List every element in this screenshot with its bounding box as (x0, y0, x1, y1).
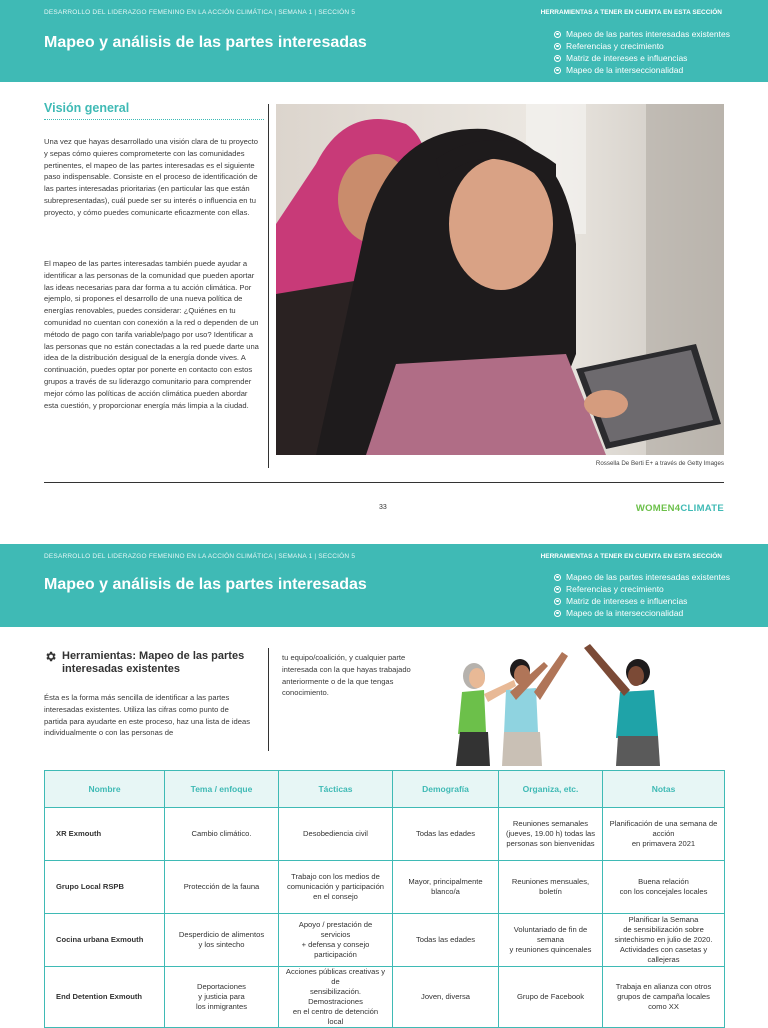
overview-paragraph-2: El mapeo de las partes interesadas también puede ayudar a identificar a las personas de la comunidad que pueden aportar las ideas necesarias para dar forma a tu acción climática. Por ejemplo, si propones el desarrollo de una nueva política de energías renovables, puedes considerar: ¿Quiénes en tu comunidad no cuentan con conexión a la red o dependen de un método de pago con tarifa variable/pago por uso? Identificar a las personas que no están conectadas a la red puede darte una idea de la distribución desigual de la energía donde vives. A continuación, puedes optar por ponerte en contacto con estos grupos a través de su liderazgo comunitario para comprender mejor cómo las políticas de acción climática pueden abordar esta cuestión, y proporcionar energía más limpia a la ciudad. (44, 259, 259, 410)
tools-list-item[interactable]: Mapeo de las partes interesadas existentes (554, 571, 730, 583)
table-row (45, 914, 725, 967)
bullet-circle-icon (554, 574, 561, 581)
heading-underline (44, 119, 264, 120)
column-divider (268, 648, 269, 751)
table-cell: Acciones públicas creativas y de sensibilización. Demostraciones en el centro de detención local (279, 967, 393, 1028)
bullet-circle-icon (554, 55, 561, 62)
table-cell: Cocina urbana Exmouth (45, 914, 165, 967)
tools-list-item[interactable]: Matriz de intereses e influencias (554, 595, 730, 607)
bullet-circle-icon (554, 586, 561, 593)
table-header-row (45, 771, 725, 808)
illustration-women-high-five (444, 640, 684, 766)
women4climate-logo: WOMEN4CLIMATE (635, 503, 724, 514)
table-cell: Grupo de Facebook (499, 967, 603, 1028)
tools-list-item[interactable]: Mapeo de la interseccionalidad (554, 64, 730, 76)
tools-list-item[interactable]: Referencias y crecimiento (554, 40, 730, 52)
tools-list-item[interactable]: Mapeo de las partes interesadas existentes (554, 28, 730, 40)
bullet-circle-icon (554, 67, 561, 74)
bullet-circle-icon (554, 43, 561, 50)
table-cell: Joven, diversa (393, 967, 499, 1028)
column-divider (268, 104, 269, 468)
page1-header-band (0, 0, 768, 82)
overview-heading: Visión general (44, 101, 130, 115)
table-cell: Mayor, principalmente blanco/a (393, 861, 499, 914)
table-cell: Reuniones semanales (jueves, 19.00 h) todas las personas son bienvenidas (499, 808, 603, 861)
photo-credit: Rossella De Berti E+ a través de Getty Images (595, 460, 724, 467)
tools-heading: HERRAMIENTAS A TENER EN CUENTA EN ESTA SECCIÓN (540, 553, 722, 560)
table-cell: Desperdicio de alimentos y los sintecho (165, 914, 279, 967)
table-cell: XR Exmouth (45, 808, 165, 861)
section-title: Mapeo y análisis de las partes interesadas (44, 34, 367, 51)
breadcrumb: DESARROLLO DEL LIDERAZGO FEMENINO EN LA ACCIÓN CLIMÁTICA | SEMANA 1 | SECCIÓN 5 (44, 553, 356, 560)
tools-list (554, 571, 730, 619)
column-header: Nombre (45, 771, 165, 808)
column-header: Notas (603, 771, 725, 808)
table-cell: Planificar la Semana de sensibilización sobre sintechismo en julio de 2020. Actividades con casetas y callejeras (603, 914, 725, 967)
tools-paragraph-1: Ésta es la forma más sencilla de identificar a las partes interesadas existentes. Utiliza las cifras como punto de partida para ayudarte en este proceso, haz una lista de ideas individualmente o con las personas de (44, 693, 251, 738)
bullet-circle-icon (554, 610, 561, 617)
table-cell: Buena relación con los concejales locales (603, 861, 725, 914)
page2-header-band (0, 544, 768, 627)
page-number: 33 (379, 504, 387, 511)
table-row (45, 861, 725, 914)
table-cell: Cambio climático. (165, 808, 279, 861)
gear-icon (44, 650, 57, 663)
table-cell: Apoyo / prestación de servicios + defensa y consejo participación (279, 914, 393, 967)
column-header: Tema / enfoque (165, 771, 279, 808)
column-header: Demografía (393, 771, 499, 808)
table-cell: Planificación de una semana de acción en primavera 2021 (603, 808, 725, 861)
column-header: Organiza, etc. (499, 771, 603, 808)
table-cell: Todas las edades (393, 808, 499, 861)
tools-paragraph-2: tu equipo/coalición, y cualquier parte interesada con la que hayas trabajado anteriormente o de la que tengas conocimiento. (282, 653, 411, 698)
table-row (45, 808, 725, 861)
table-cell: Deportaciones y justicia para los inmigrantes (165, 967, 279, 1028)
overview-paragraph-1: Una vez que hayas desarrollado una visión clara de tu proyecto y sepas cómo quieres comprometerte con las comunidades pertinentes, el mapeo de las partes interesadas es el siguiente paso indispensable. Consiste en el proceso de identificación de las partes interesadas prioritarias (en particular las que están subrepresentadas), cuál puede ser su interés o influencia en tu proyecto, y cómo puedes comunicarte eficazmente con ellas. (44, 137, 259, 217)
table-cell: Todas las edades (393, 914, 499, 967)
table-cell: Voluntariado de fin de semana y reuniones quincenales (499, 914, 603, 967)
footer-rule (44, 482, 724, 483)
tools-subheading: Herramientas: Mapeo de las partes interesadas existentes (62, 650, 245, 675)
table-cell: End Detention Exmouth (45, 967, 165, 1028)
section-title: Mapeo y análisis de las partes interesadas (44, 576, 367, 593)
tools-list-item[interactable]: Matriz de intereses e influencias (554, 52, 730, 64)
column-header: Tácticas (279, 771, 393, 808)
breadcrumb: DESARROLLO DEL LIDERAZGO FEMENINO EN LA ACCIÓN CLIMÁTICA | SEMANA 1 | SECCIÓN 5 (44, 9, 356, 16)
table-cell: Grupo Local RSPB (45, 861, 165, 914)
table-cell: Protección de la fauna (165, 861, 279, 914)
tools-list-item[interactable]: Referencias y crecimiento (554, 583, 730, 595)
table-cell: Desobediencia civil (279, 808, 393, 861)
tools-heading: HERRAMIENTAS A TENER EN CUENTA EN ESTA SECCIÓN (540, 9, 722, 16)
table-cell: Trabaja en alianza con otros grupos de campaña locales como XX (603, 967, 725, 1028)
table-cell: Trabajo con los medios de comunicación y participación en el consejo (279, 861, 393, 914)
bullet-circle-icon (554, 598, 561, 605)
table-cell: Reuniones mensuales, boletín (499, 861, 603, 914)
table-row (45, 967, 725, 1028)
photo-women-with-tablet (276, 104, 724, 455)
stakeholder-table (44, 770, 725, 1028)
tools-list (554, 28, 730, 76)
tools-list-item[interactable]: Mapeo de la interseccionalidad (554, 607, 730, 619)
bullet-circle-icon (554, 31, 561, 38)
